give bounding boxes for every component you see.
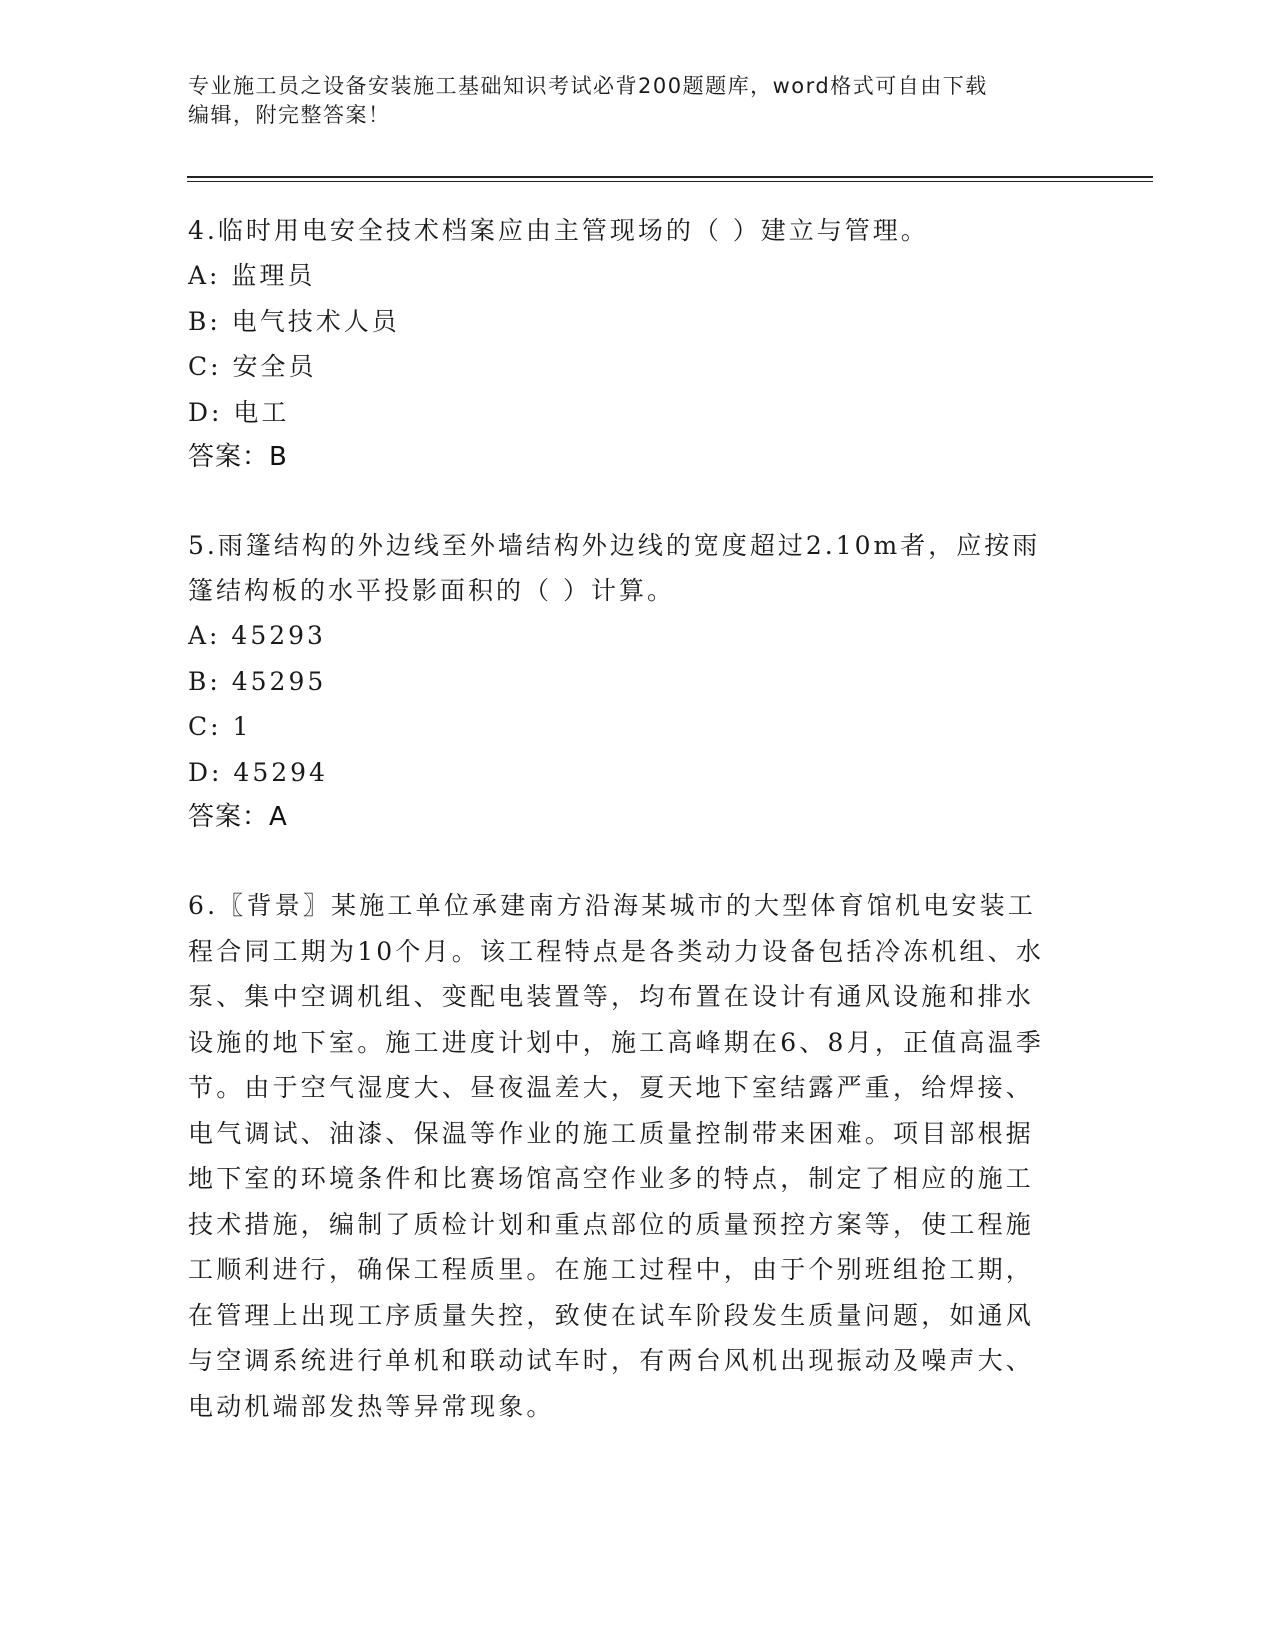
background-line: 程合同工期为10个月。该工程特点是各类动力设备包括冷冻机组、水 [188,936,1045,966]
option-b: B: 45295 [188,666,327,696]
background-line: 电气调试、油漆、保温等作业的施工质量控制带来困难。项目部根据 [188,1118,1035,1148]
question-spacer [188,840,1088,883]
header-line-1: 专业施工员之设备安装施工基础知识考试必背200题题库，word格式可自由下载 [188,74,988,98]
background-line: 地下室的环境条件和比赛场馆高空作业多的特点，制定了相应的施工 [188,1164,1035,1193]
option-d: D: 电工 [188,397,290,427]
background-line: 工顺利进行，确保工程质里。在施工过程中，由于个别班组抢工期， [188,1255,1035,1284]
background-line: 泵、集中空调机组、变配电装置等，均布置在设计有通风设施和排水 [188,982,1035,1011]
question-5 [188,523,1088,840]
question-spacer [188,480,1088,523]
option-d: D: 45294 [188,757,328,787]
background-line: 在管理上出现工序质量失控，致使在试车阶段发生质量问题，如通风 [188,1300,1035,1330]
question-6-background [188,883,1088,1429]
header-divider-thick [187,176,1153,178]
header-divider-thin [187,181,1153,182]
answer-label: 答案：B [188,442,288,472]
background-line: 6.〖背景〗某施工单位承建南方沿海某城市的大型体育馆机电安装工 [188,891,1037,920]
document-header [188,72,1068,130]
background-line: 节。由于空气湿度大、昼夜温差大，夏天地下室结露严重，给焊接、 [188,1073,1035,1102]
option-c: C: 安全员 [188,352,317,381]
question-4 [188,208,1088,480]
background-line: 电动机端部发热等异常现象。 [188,1391,555,1421]
question-list [188,208,1088,1429]
background-line: 技术措施，编制了质检计划和重点部位的质量预控方案等，使工程施 [188,1209,1035,1239]
question-stem-line-2: 篷结构板的水平投影面积的（ ）计算。 [188,576,675,605]
answer-label: 答案：A [188,802,288,832]
question-stem-line-1: 5.雨篷结构的外边线至外墙结构外边线的宽度超过2.10m者，应按雨 [188,531,1041,560]
background-line: 与空调系统进行单机和联动试车时，有两台风机出现振动及噪声大、 [188,1346,1035,1375]
option-c: C: 1 [188,712,252,741]
option-a: A: 45293 [188,621,326,650]
background-line: 设施的地下室。施工进度计划中，施工高峰期在6、8月，正值高温季 [188,1027,1045,1057]
header-line-2: 编辑，附完整答案！ [188,103,391,127]
question-stem: 4.临时用电安全技术档案应由主管现场的（ ）建立与管理。 [188,216,929,245]
option-a: A: 监理员 [188,261,316,290]
option-b: B: 电气技术人员 [188,306,400,336]
